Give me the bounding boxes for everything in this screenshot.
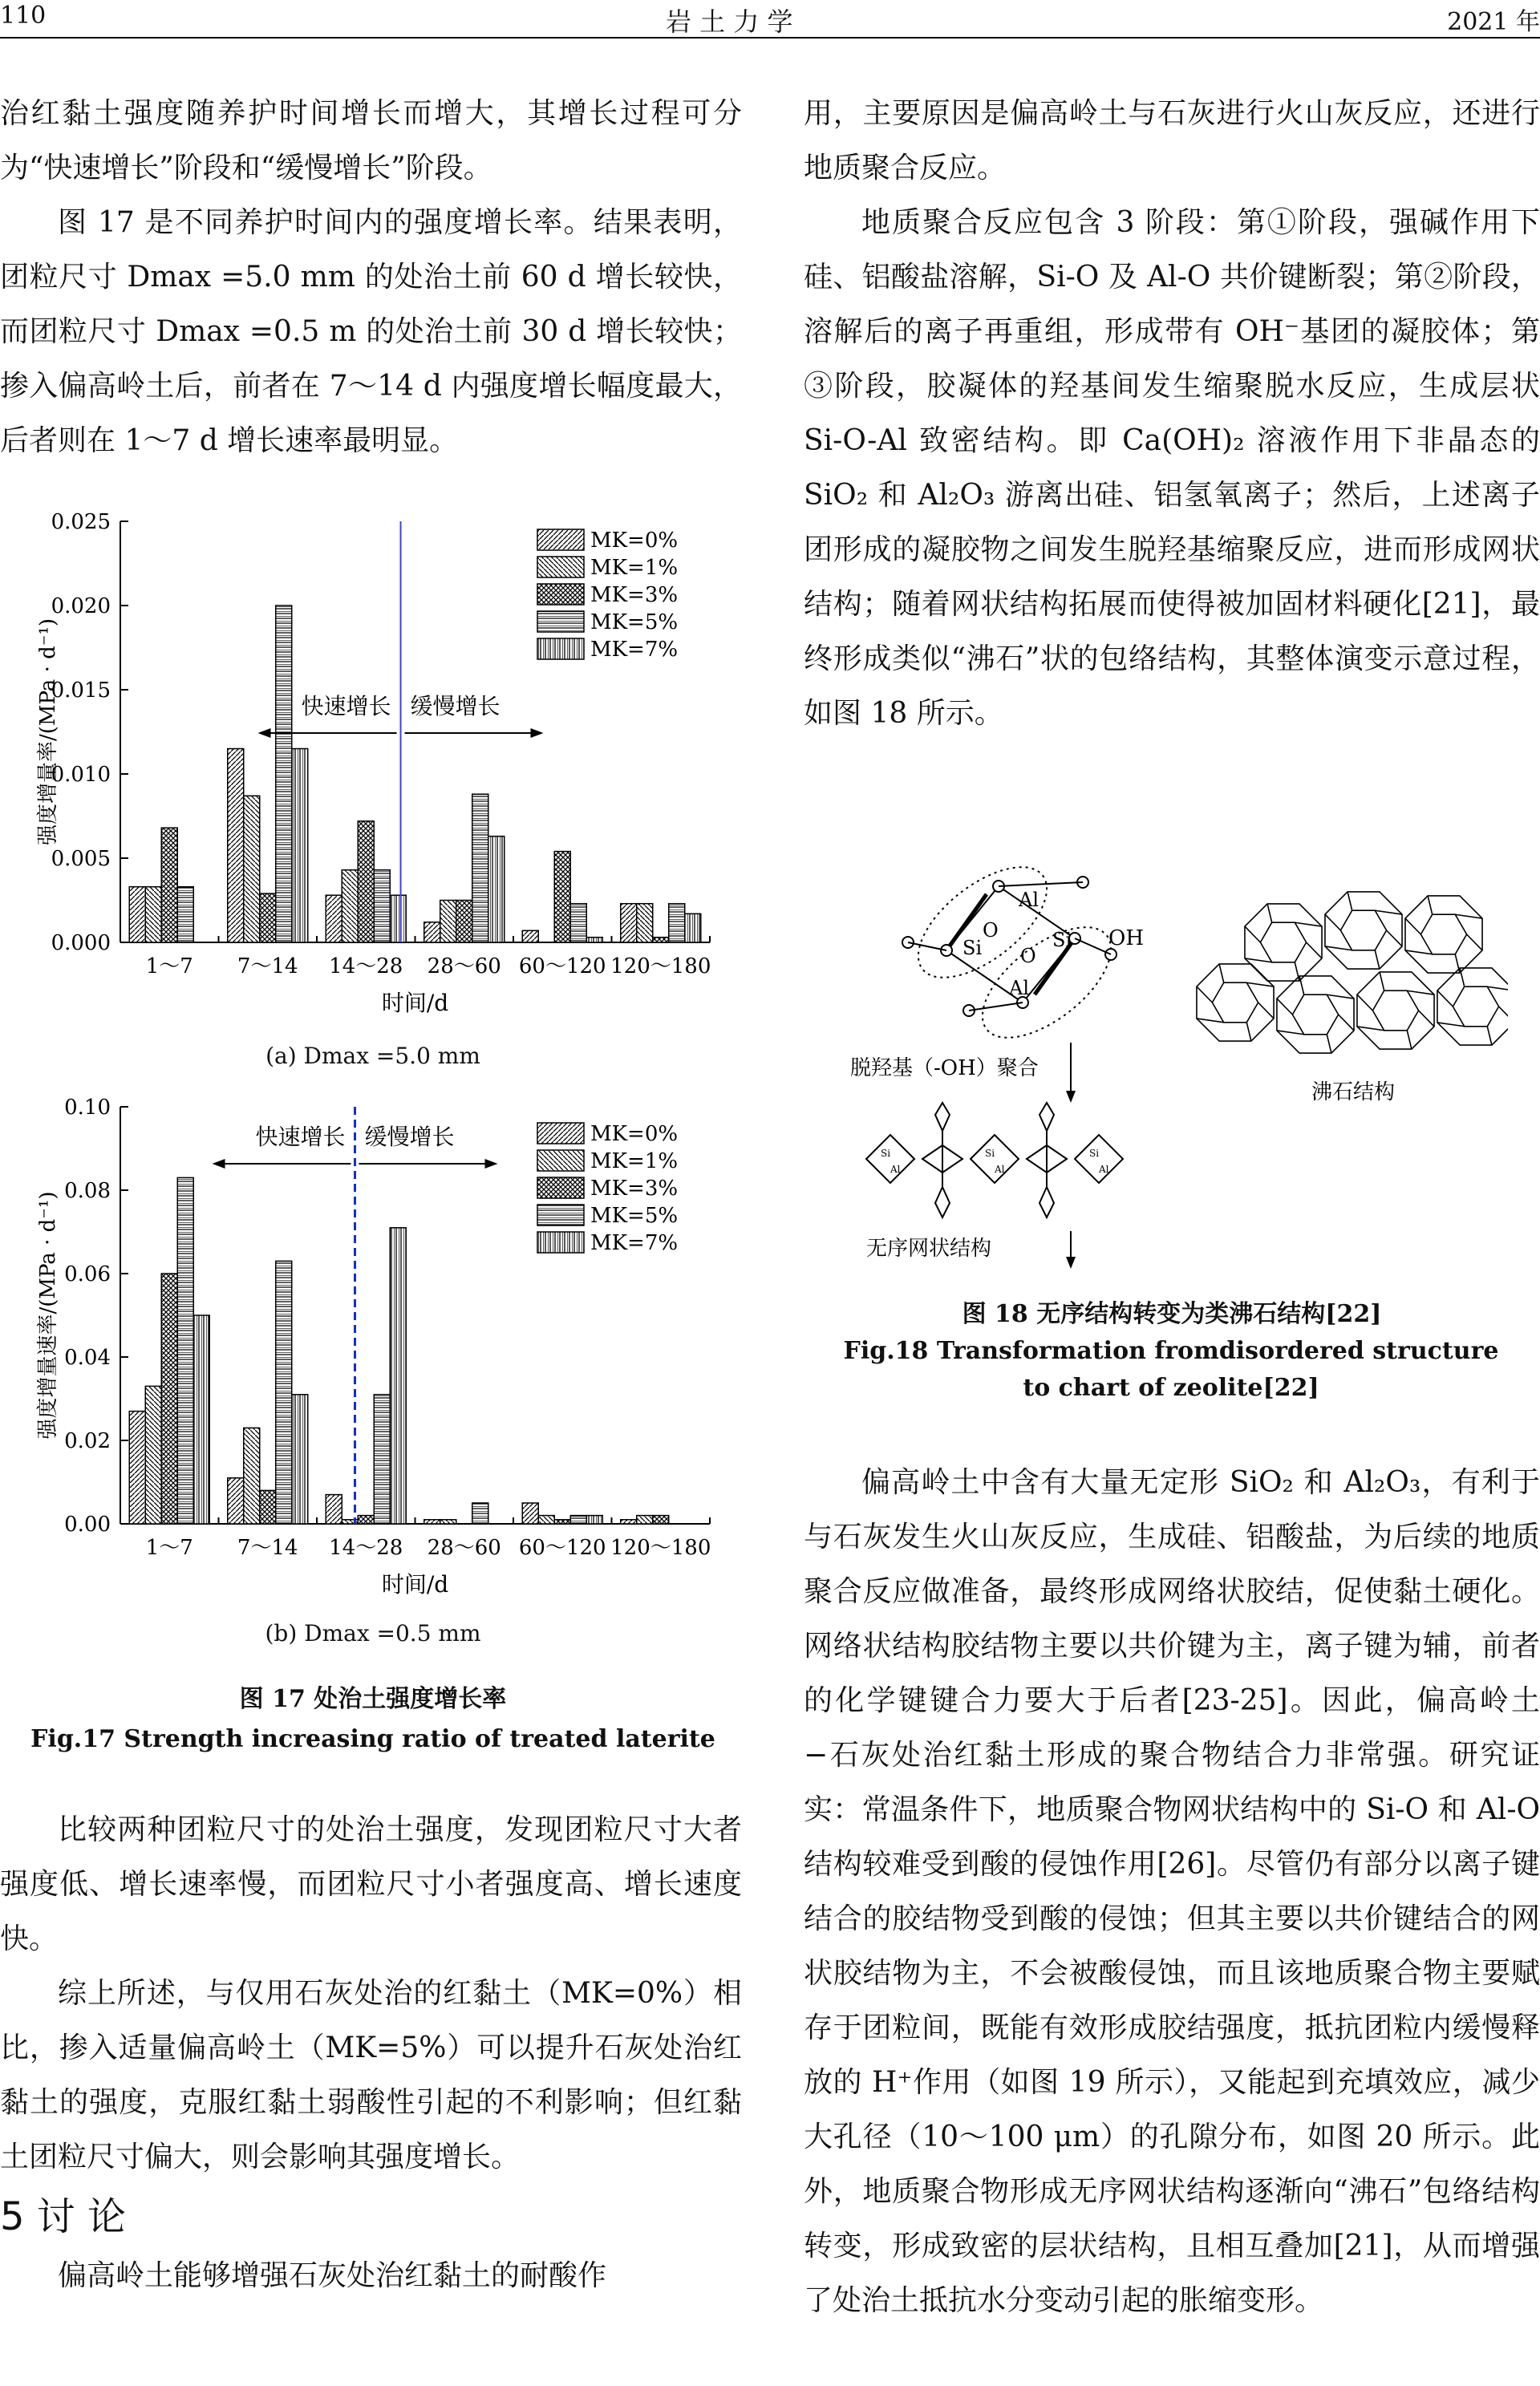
zeolite-edge: [1307, 942, 1322, 958]
zeolite-edge: [1428, 896, 1433, 914]
disordered-network: [866, 1103, 1123, 1217]
svg-text:Si: Si: [1089, 1148, 1100, 1159]
zeolite-edge: [1375, 950, 1380, 969]
bar: [472, 794, 488, 942]
zeolite-cages: [1197, 892, 1508, 1053]
bar: [244, 1428, 260, 1524]
page-number: 110: [0, 2, 47, 30]
legend-label: MK=5%: [590, 1204, 679, 1228]
x-tick-label: 14～28: [329, 954, 403, 978]
x-tick-label: 28～60: [427, 954, 501, 978]
svg-text:Al: Al: [1009, 977, 1030, 999]
bar: [570, 904, 586, 942]
zeolite-edge: [1380, 972, 1384, 990]
header-rule: [0, 37, 1540, 38]
y-tick-label: 0.06: [64, 1262, 111, 1286]
bar: [145, 1386, 161, 1524]
bar: [538, 1516, 554, 1524]
bar: [292, 749, 308, 943]
legend-label: MK=7%: [590, 1231, 679, 1255]
svg-text:Al: Al: [1019, 889, 1040, 911]
zeolite-ring: [1420, 914, 1466, 954]
legend-label: MK=3%: [590, 583, 679, 607]
legend-label: MK=1%: [590, 556, 679, 580]
svg-text:Si: Si: [985, 1148, 995, 1159]
y-tick-label: 0.02: [64, 1429, 111, 1453]
paragraph: 偏高岭土能够增强石灰处治红黏土的耐酸作: [58, 2259, 607, 2292]
paragraph: 图 17 是不同养护时间内的强度增长率。结果表明，团粒尺寸 Dmax =5.0 mm 的处治土前 60 d 增长较快，而团粒尺寸 Dmax =0.5 m 的处治土前 30 d 增长较快；掺入偏高岭土后，前者在 7～14 d 内强度增长幅度最大，后者则在 1～7 d 增长速率最明显。: [0, 206, 742, 457]
legend-swatch: [537, 611, 584, 632]
legend-label: MK=0%: [590, 1122, 679, 1146]
legend-label: MK=5%: [590, 610, 679, 634]
zeolite-ring: [1292, 995, 1338, 1035]
step-label: 脱羟基（-OH）聚合: [850, 1056, 1039, 1080]
bar: [440, 901, 456, 943]
bar: [358, 821, 374, 942]
bar: [685, 913, 701, 942]
zeolite-edge: [1487, 986, 1508, 990]
zeolite-cage: [1277, 976, 1354, 1053]
zeolite-cage: [1197, 964, 1274, 1041]
legend-swatch: [537, 1205, 584, 1225]
svg-text:Al: Al: [995, 1164, 1005, 1175]
y-tick-label: 0.000: [51, 931, 111, 955]
x-tick-label: 1～7: [145, 1536, 193, 1560]
figure-18-diagram: [834, 858, 1508, 1275]
legend-swatch: [537, 638, 584, 659]
right-column-bottom: [804, 1456, 1540, 2328]
legend-swatch: [537, 1177, 584, 1198]
svg-text:Si: Si: [881, 1148, 891, 1159]
paragraph: 比较两种团粒尺寸的处治土强度，发现团粒尺寸大者强度低、增长速率慢，而团粒尺寸小者强度高、增长速度快。: [0, 1813, 742, 1955]
zeolite-edge: [1197, 986, 1212, 1003]
x-axis-label: 时间/d: [381, 1571, 449, 1598]
bar: [276, 606, 292, 942]
x-tick-label: 7～14: [237, 1536, 298, 1560]
y-tick-label: 0.00: [64, 1513, 111, 1537]
right-column-top: [804, 87, 1540, 741]
paragraph: 治红黏土强度随养护时间增长而增大，其增长过程可分为“快速增长”阶段和“缓慢增长”阶段。: [0, 97, 742, 184]
zeolite-edge: [1258, 1003, 1274, 1019]
svg-text:O: O: [983, 919, 999, 942]
zeolite-edge: [1387, 930, 1402, 946]
bar: [653, 1516, 669, 1524]
zeolite-edge: [1325, 914, 1340, 930]
zeolite-ring: [1372, 990, 1418, 1031]
y-axis-label: 强度增量率/(MPa · d⁻¹): [36, 618, 60, 846]
zeolite-ring: [1453, 986, 1498, 1027]
network-atom-labels: [881, 1148, 1109, 1175]
figure-17a-chart: [24, 501, 730, 1079]
bar: [228, 749, 244, 943]
figure-17-caption-en: Fig.17 Strength increasing ratio of treated laterite: [30, 1725, 715, 1753]
disorder-label: 无序网状结构: [866, 1237, 992, 1261]
zeolite-cage: [1437, 968, 1508, 1045]
bar: [260, 893, 276, 942]
zeolite-edge: [1277, 999, 1292, 1015]
zeolite-edge: [1499, 1007, 1508, 1023]
bar: [129, 887, 145, 942]
svg-text:Si: Si: [1052, 929, 1072, 951]
figure-17-caption-cn: 图 17 处治土强度增长率: [239, 1685, 507, 1713]
bar: [326, 895, 342, 942]
bar: [424, 1520, 440, 1524]
fast-arrowhead: [213, 1159, 225, 1169]
bar: [390, 1228, 406, 1524]
y-tick-label: 0.08: [64, 1179, 111, 1203]
x-tick-label: 60～120: [518, 1536, 606, 1560]
legend-label: MK=7%: [590, 638, 679, 662]
bar: [374, 1395, 390, 1524]
svg-text:Si: Si: [962, 937, 983, 959]
legend-swatch: [537, 584, 584, 605]
left-column-top: [0, 87, 742, 468]
bar: [669, 904, 685, 942]
bar: [374, 870, 390, 942]
zeolite-edge: [1339, 1015, 1354, 1031]
bar: [522, 1503, 538, 1524]
bar: [621, 1520, 637, 1524]
fast-growth-label: 快速增长: [255, 1124, 346, 1150]
zeolite-ring: [1340, 910, 1386, 950]
bar: [228, 1478, 244, 1524]
y-tick-label: 0.020: [51, 594, 111, 618]
fast-arrowhead: [258, 728, 271, 738]
year: 2021 年: [1447, 8, 1540, 36]
bar: [161, 1274, 177, 1524]
x-tick-label: 14～28: [329, 1536, 403, 1560]
legend-swatch: [537, 1150, 584, 1171]
bar: [637, 1516, 653, 1524]
legend-label: MK=0%: [590, 529, 679, 553]
slow-arrowhead: [531, 728, 544, 738]
y-tick-label: 0.005: [51, 847, 111, 871]
zeolite-edge: [1245, 926, 1260, 942]
zeolite-ring: [1260, 922, 1306, 962]
zeolite-cage: [1357, 972, 1434, 1049]
y-tick-label: 0.10: [64, 1096, 111, 1120]
paragraph: 用，主要原因是偏高岭土与石灰进行火山灰反应，还进行地质聚合反应。: [804, 97, 1540, 184]
bar: [276, 1261, 292, 1524]
paragraph: 地质聚合反应包含 3 阶段：第①阶段，强碱作用下硅、铝酸盐溶解，Si-O 及 Al-O 共价键断裂；第②阶段，溶解后的离子再重组，形成带有 OH⁻基团的凝胶体；第③阶段，胶凝体的羟基间发生缩聚脱水反应，生成层状 Si-O-Al 致密结构。即 Ca(OH)₂ 溶液作用下非晶态的 SiO₂ 和 Al₂O₃ 游离出硅、铝氢氧离子；然后，上述离子团形成的凝胶物之间发生脱羟基缩聚反应，进而形成网状结构；随着网状结构拓展而使得被加固材料硬化[21]，最终形成类似“沸石”状的包络结构，其整体演变示意过程，如图 18 所示。: [804, 206, 1540, 730]
figure-17b-subcaption: (b) Dmax =0.5 mm: [265, 1620, 481, 1647]
figure-18-caption-en: Fig.18 Transformation fromdisordered structure to chart of zeolite[22]: [843, 1337, 1499, 1402]
zeolite-edge: [1467, 934, 1482, 950]
svg-text:Al: Al: [1099, 1164, 1109, 1175]
legend-swatch: [537, 1232, 584, 1253]
zeolite-ring: [1212, 982, 1258, 1023]
bar: [161, 828, 177, 942]
y-tick-label: 0.04: [64, 1346, 111, 1370]
zeolite-edge: [1407, 1031, 1412, 1049]
bar: [653, 938, 669, 942]
bar: [177, 887, 193, 942]
bar: [586, 938, 602, 942]
zeolite-edge: [1437, 990, 1453, 1007]
bar: [488, 837, 505, 942]
page-header: [0, 0, 1540, 37]
bar: [145, 887, 161, 942]
zeolite-label: 沸石结构: [1311, 1080, 1396, 1104]
bar: [440, 1520, 456, 1524]
slow-growth-label: 缓慢增长: [410, 693, 500, 719]
bar: [522, 930, 538, 942]
bar: [472, 1503, 488, 1524]
figure-17b-chart: [24, 1079, 730, 1640]
zeolite-cage: [1325, 892, 1402, 969]
figure-17a-subcaption: (a) Dmax =5.0 mm: [265, 1043, 480, 1069]
x-tick-label: 28～60: [427, 1536, 501, 1560]
bar: [244, 796, 260, 942]
zeolite-edge: [1267, 904, 1272, 922]
section-heading: 5 讨 论: [0, 2194, 127, 2239]
legend-label: MK=3%: [590, 1177, 679, 1201]
bar: [554, 1520, 570, 1524]
legend-label: MK=1%: [590, 1149, 679, 1173]
fast-growth-label: 快速增长: [301, 693, 391, 719]
slow-growth-label: 缓慢增长: [364, 1124, 455, 1150]
x-tick-label: 120～180: [610, 1536, 711, 1560]
svg-text:O: O: [1020, 945, 1036, 967]
zeolite-edge: [1405, 918, 1420, 934]
bar: [260, 1490, 276, 1524]
bar: [358, 1516, 374, 1524]
x-axis-label: 时间/d: [381, 990, 449, 1016]
bar: [193, 1315, 209, 1524]
zeolite-edge: [1419, 1011, 1434, 1027]
zeolite-edge: [1327, 1035, 1331, 1053]
bar: [177, 1177, 193, 1524]
bar: [424, 922, 440, 942]
bar: [637, 904, 653, 942]
paragraph: 综上所述，与仅用石灰处治的红黏土（MK=0%）相比，掺入适量偏高岭土（MK=5%）可以提升石灰处治红黏土的强度，克服红黏土弱酸性引起的不利影响；但红黏土团粒尺寸偏大，则会影响其强度增长。: [0, 1977, 742, 2173]
zeolite-edge: [1487, 1027, 1492, 1045]
zeolite-edge: [1219, 964, 1224, 982]
y-axis-label: 强度增量速率/(MPa · d⁻¹): [36, 1191, 60, 1440]
zeolite-edge: [1348, 892, 1352, 910]
y-tick-label: 0.025: [51, 510, 111, 534]
journal-name: 岩 土 力 学: [666, 6, 793, 37]
bar: [326, 1495, 342, 1524]
x-tick-label: 120～180: [610, 954, 711, 978]
bar: [292, 1395, 308, 1524]
legend-swatch: [537, 1123, 584, 1144]
y-tick-label: 0.015: [51, 679, 111, 703]
y-tick-label: 0.010: [51, 763, 111, 787]
bar: [621, 904, 637, 942]
x-tick-label: 60～120: [518, 954, 606, 978]
figure-18-caption-cn: 图 18 无序结构转变为类沸石结构[22]: [962, 1300, 1382, 1328]
legend-swatch: [537, 557, 584, 577]
paragraph: 偏高岭土中含有大量无定形 SiO₂ 和 Al₂O₃，有利于与石灰发生火山灰反应，生成硅、铝酸盐，为后续的地质聚合反应做准备，最终形成网络状胶结，促使黏土硬化。网络状结构胶结物主要以共价键为主，离子键为辅，前者的化学键键合力要大于后者[23-25]。因此，偏高岭土−石灰处治红黏土形成的聚合物结合力非常强。研究证实：常温条件下，地质聚合物网状结构中的 Si-O 和 Al-O 结构较难受到酸的侵蚀作用[26]。尽管仍有部分以离子键结合的胶结物受到酸的侵蚀；但其主要以共价键结合的网状胶结物为主，不会被酸侵蚀，而且该地质聚合物主要赋存于团粒间，既能有效形成胶结强度，抵抗团粒内缓慢释放的 H⁺作用（如图 19 所示），又能起到充填效应，减少大孔径（10～100 μm）的孔隙分布，如图 20 所示。此外，地质聚合物形成无序网状结构逐渐向“沸石”包络结构转变，形成致密的层状结构，且相互叠加[21]，从而增强了处治土抵抗水分变动引起的胀缩变形。: [804, 1466, 1540, 2317]
x-tick-label: 1～7: [145, 954, 193, 978]
svg-text:Al: Al: [890, 1164, 901, 1175]
x-tick-label: 7～14: [237, 954, 298, 978]
oh-label: OH: [1108, 926, 1144, 950]
zeolite-edge: [1246, 1023, 1251, 1041]
zeolite-edge: [1357, 995, 1372, 1011]
bar: [554, 852, 570, 942]
left-column-bottom: [0, 1803, 742, 2303]
legend-swatch: [537, 529, 584, 550]
bar: [456, 901, 472, 943]
bar: [586, 1516, 602, 1524]
bar: [129, 1412, 145, 1524]
aluminosilicate-cluster: [900, 858, 1129, 1059]
slow-arrowhead: [485, 1159, 498, 1169]
bar: [342, 870, 358, 942]
bar: [570, 1516, 586, 1524]
bar: [390, 895, 406, 942]
zeolite-cage: [1405, 896, 1482, 973]
